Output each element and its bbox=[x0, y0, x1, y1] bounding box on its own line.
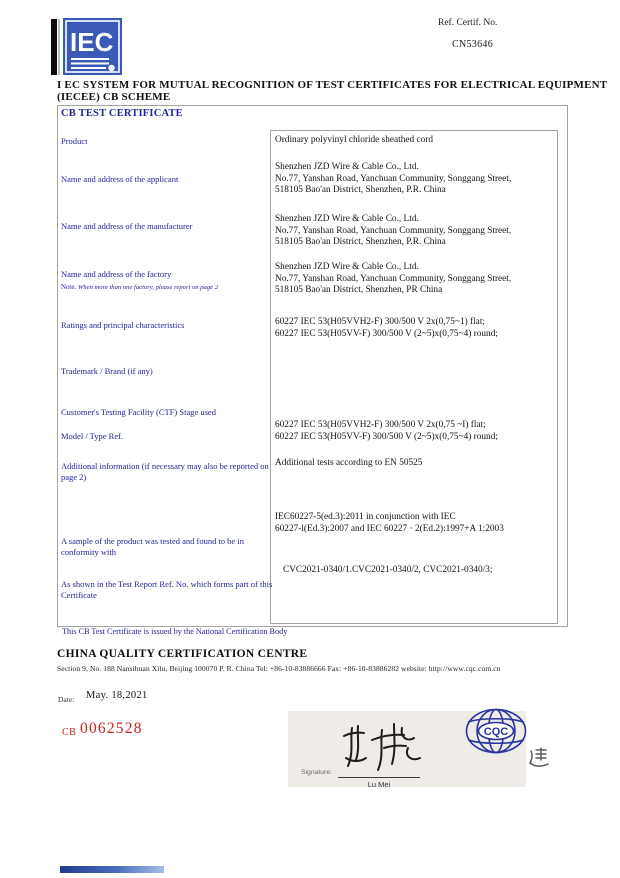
footer-accent-bar bbox=[60, 866, 164, 873]
value-ratings-line1: 60227 IEC 53(H05VVH2-F) 300/500 V 2x(0,75~1) flat; bbox=[275, 317, 485, 327]
iec-logo-spine-shadow bbox=[58, 19, 60, 75]
value-factory-line3: 518105 Bao'an District, Shenzhen, PR China bbox=[275, 285, 443, 296]
label-factory-note bbox=[61, 284, 218, 291]
organization-address: Section 9, No. 188 Nansihuan Xilu, Beijing 100070 P. R. China Tel: +86-10-83886666 Fax: +86-10-83886282 website: http://www.cqc.com.cn bbox=[57, 664, 501, 673]
signature-underline bbox=[338, 777, 420, 778]
value-manufacturer-line1: Shenzhen JZD Wire & Cable Co., Ltd. bbox=[275, 214, 419, 224]
factory-note-text: When more than one factory, please report on page 2 bbox=[77, 284, 219, 291]
label-test-report: As shown in the Test Report Ref. No. which forms part of this Certificate bbox=[61, 579, 273, 600]
cb-number: 0062528 bbox=[80, 720, 143, 737]
iec-logo-icon bbox=[63, 18, 122, 75]
value-conformity-line2: 60227-l(Ed.3):2007 and IEC 60227 · 2(Ed.2):1997+A 1:2003 bbox=[275, 523, 504, 534]
value-ratings-line2: 60227 IEC 53(H05VV-F) 300/500 V (2~5)x(0,75~4) round; bbox=[275, 328, 498, 339]
factory-note-prefix: Note. bbox=[61, 284, 77, 291]
value-factory-line2: No.77, Yanshan Road, Yanchuan Community, Songgang Street, bbox=[275, 273, 512, 284]
ref-certif-value: CN53646 bbox=[452, 39, 493, 50]
handwritten-signature-icon bbox=[338, 718, 433, 773]
label-ratings: Ratings and principal characteristics bbox=[61, 320, 185, 330]
iec-logo-spine bbox=[51, 19, 57, 75]
value-applicant-line3: 518105 Bao'an District, Shenzhen, P.R. China bbox=[275, 185, 446, 196]
value-applicant-line1: Shenzhen JZD Wire & Cable Co., Ltd. bbox=[275, 162, 419, 172]
jian-stamp-icon bbox=[527, 747, 549, 770]
label-factory: Name and address of the factory bbox=[61, 269, 172, 279]
value-conformity-line1: IEC60227-5(ed.3):2011 in conjunction with IEC bbox=[275, 512, 456, 522]
organization-name: CHINA QUALITY CERTIFICATION CENTRE bbox=[57, 648, 308, 660]
signature-label: Signature: bbox=[301, 769, 332, 776]
iec-logo bbox=[49, 17, 125, 77]
certificate-title: CB TEST CERTIFICATE bbox=[61, 108, 183, 119]
signer-name: Lu Mei bbox=[367, 780, 391, 789]
value-model-line2: 60227 IEC 53(H05VV-F) 300/500 V (2~5)x(0,75~4) round; bbox=[275, 431, 498, 442]
label-ctf: Customer's Testing Facility (CTF) Stage used bbox=[61, 407, 216, 417]
certificate-values-box bbox=[270, 130, 558, 624]
value-applicant bbox=[275, 162, 551, 197]
label-applicant: Name and address of the applicant bbox=[61, 174, 179, 184]
value-factory-line1: Shenzhen JZD Wire & Cable Co., Ltd. bbox=[275, 262, 419, 272]
label-model: Model / Type Ref. bbox=[61, 431, 124, 441]
value-model bbox=[275, 420, 551, 443]
value-additional: Additional tests according to EN 50525 bbox=[275, 458, 423, 468]
scheme-title-line1: I EC SYSTEM FOR MUTUAL RECOGNITION OF TEST CERTIFICATES FOR ELECTRICAL EQUIPMENT bbox=[57, 79, 608, 91]
value-conformity bbox=[275, 512, 551, 535]
iec-logo-text: IEC bbox=[70, 27, 114, 57]
label-product: Product bbox=[61, 136, 88, 146]
issued-by-line: This CB Test Certificate is issued by the National Certification Body bbox=[62, 627, 288, 636]
value-product: Ordinary polyvinyl chloride sheathed cord bbox=[275, 135, 434, 145]
scheme-title-line2: (IECEE) CB SCHEME bbox=[57, 91, 171, 103]
value-factory bbox=[275, 262, 551, 297]
cqc-logo-icon bbox=[464, 708, 528, 755]
value-manufacturer-line3: 518105 Bao'an District, Shenzhen, P.R. China bbox=[275, 237, 446, 248]
date-label: Date: bbox=[58, 695, 75, 704]
date-value: May. 18,2021 bbox=[86, 690, 148, 701]
cqc-logo-text: CQC bbox=[483, 726, 509, 738]
value-applicant-line2: No.77, Yanshan Road, Yanchuan Community, Songgang Street, bbox=[275, 173, 512, 184]
label-additional: Additional information (if necessary may also be reported on page 2) bbox=[61, 461, 269, 482]
value-manufacturer-line2: No.77, Yanshan Road, Yanchuan Community, Songgang Street, bbox=[275, 225, 512, 236]
label-trademark: Trademark / Brand (if any) bbox=[61, 366, 153, 376]
value-model-line1: 60227 IEC 53(H05VVH2-F) 300/500 V 2x(0,75 ~I) flat; bbox=[275, 420, 486, 430]
value-test-report: CVC2021-0340/1.CVC2021-0340/2, CVC2021-0340/3; bbox=[283, 565, 493, 575]
ref-certif-label: Ref. Certif. No. bbox=[438, 18, 498, 28]
value-manufacturer bbox=[275, 214, 551, 249]
label-manufacturer: Name and address of the manufacturer bbox=[61, 221, 193, 231]
label-conformity: A sample of the product was tested and found to be in conformity with bbox=[61, 536, 244, 557]
cb-number-prefix: CB bbox=[62, 727, 77, 738]
value-ratings bbox=[275, 317, 551, 340]
